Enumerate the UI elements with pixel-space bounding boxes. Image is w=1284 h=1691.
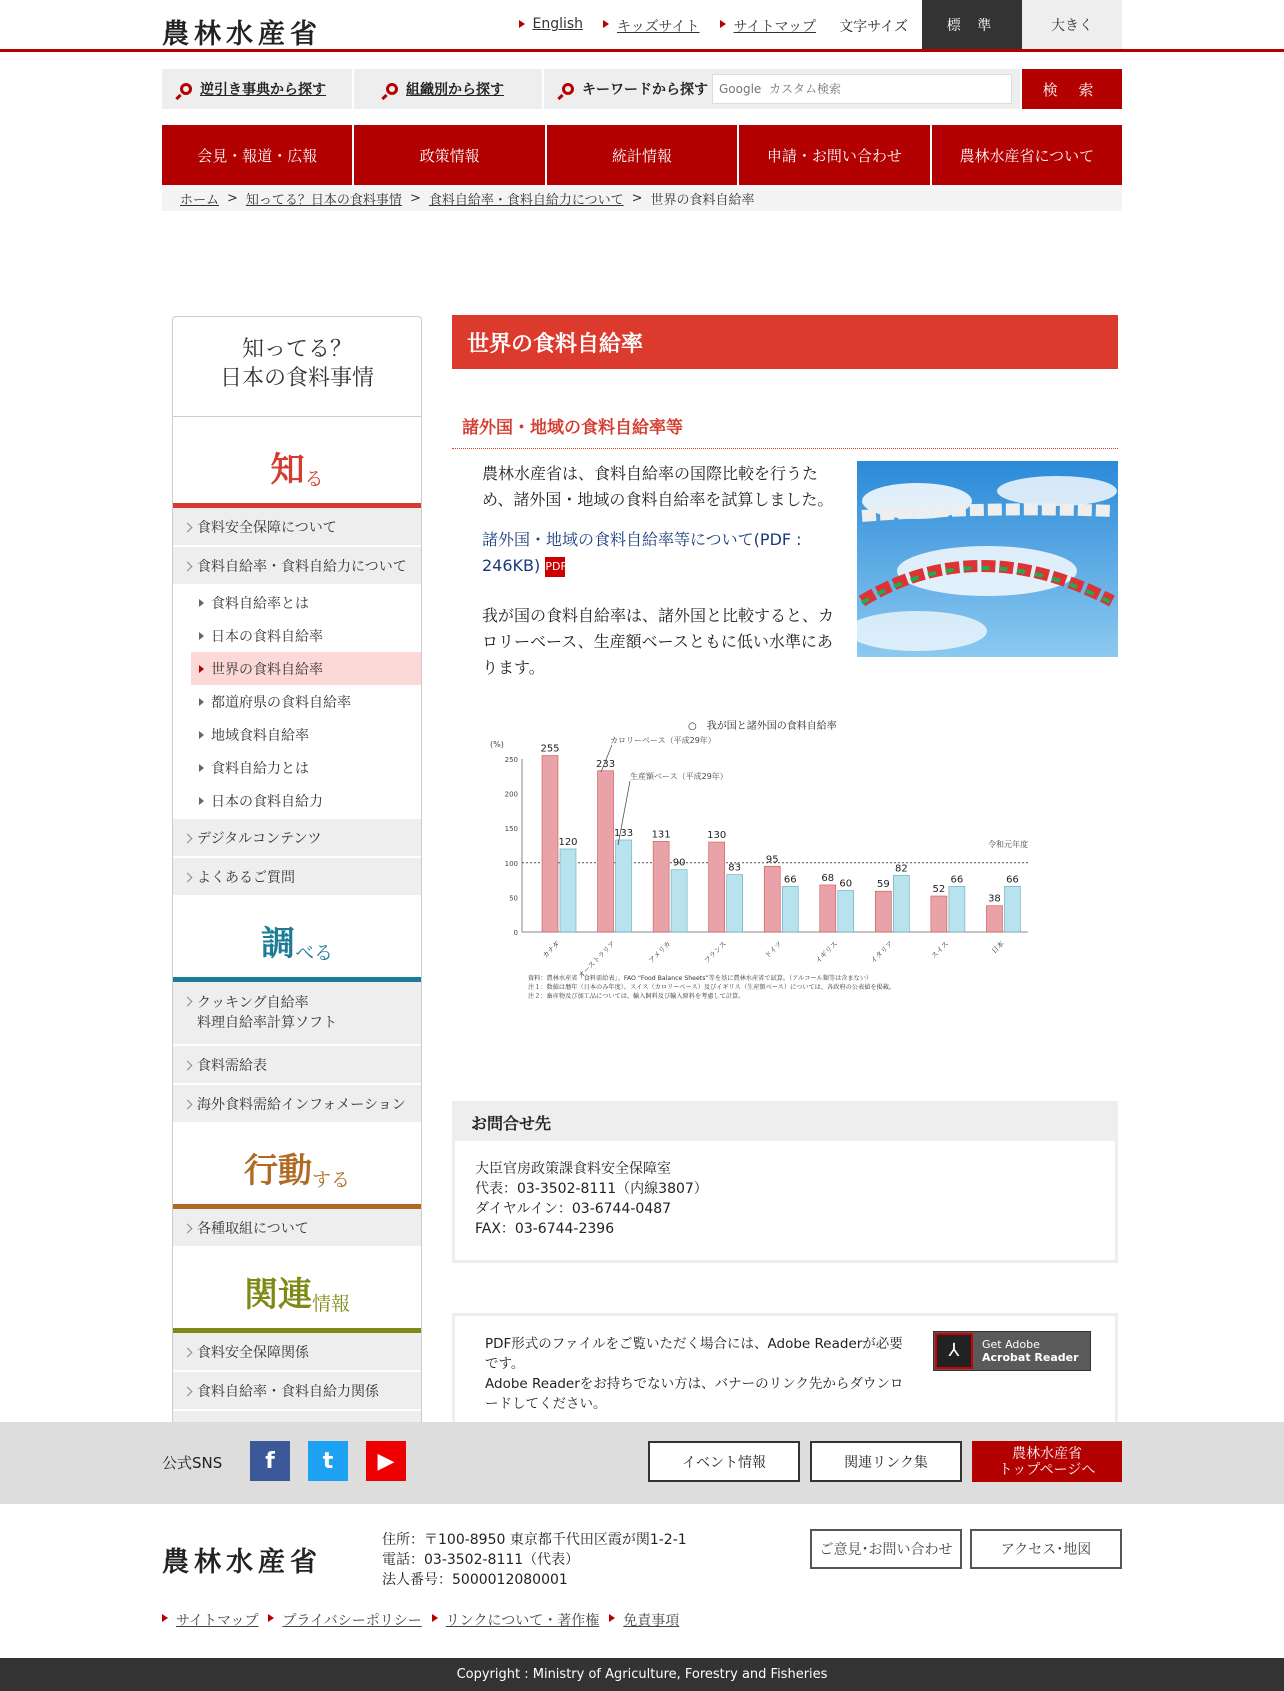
chart-note: 注２：畜産物及び加工品については、輸入飼料及び輸入原料を考慮して計算。 — [528, 993, 745, 1000]
sidebar-title[interactable]: 知ってる？ 日本の食料事情 — [173, 317, 421, 417]
flags-photo — [857, 461, 1118, 657]
breadcrumb-current: 世界の食料自給率 — [650, 192, 755, 208]
youtube-icon[interactable]: ▶ — [366, 1441, 406, 1481]
intro-text — [482, 461, 842, 695]
sidebar-sub-prefecture-rate[interactable]: 都道府県の食料自給率 — [173, 685, 421, 718]
sidebar-item-initiatives[interactable]: 各種取組について — [173, 1209, 421, 1248]
chart-bar — [560, 849, 576, 932]
sidebar-sub-what-is-capacity[interactable]: 食料自給力とは — [173, 751, 421, 784]
footer-corp-number: 法人番号：5000012080001 — [382, 1572, 568, 1588]
sidebar-sub-japan-capacity[interactable]: 日本の食料自給力 — [173, 784, 421, 817]
footer-links — [162, 1610, 679, 1630]
footer-sitemap-link[interactable]: サイトマップ — [162, 1610, 258, 1630]
y-tick-label: 250 — [504, 756, 518, 764]
data-label: 83 — [728, 862, 742, 874]
event-info-button[interactable]: イベント情報 — [648, 1441, 800, 1482]
twitter-icon[interactable]: t — [308, 1441, 348, 1481]
footer-privacy-link[interactable]: プライバシーポリシー — [268, 1610, 421, 1630]
search-input[interactable] — [712, 74, 1012, 104]
font-size-large-button[interactable]: 大きく — [1022, 0, 1122, 49]
sitemap-link[interactable]: サイトマップ — [720, 16, 816, 36]
search-icon — [180, 83, 192, 95]
copyright: Copyright : Ministry of Agriculture, Forestry and Fisheries — [0, 1658, 1284, 1691]
footer-sns-bar — [0, 1422, 1284, 1504]
comparison-paragraph: 我が国の食料自給率は、諸外国と比較すると、カロリーベース、生産額ベースともに低い水準にあります。 — [482, 606, 835, 677]
x-tick-label: ドイツ — [763, 939, 784, 961]
sidebar-item-cooking-rate[interactable]: クッキング自給率 料理自給率計算ソフト — [173, 982, 421, 1046]
data-label: 233 — [596, 758, 616, 770]
contact-fax: FAX：03-6744-2396 — [475, 1221, 615, 1237]
y-tick-label: 100 — [504, 859, 518, 868]
keyword-search: キーワードから探す Google カスタム検索 — [544, 69, 1020, 109]
data-label: 68 — [821, 872, 835, 884]
acrobat-icon: ⅄ — [935, 1333, 973, 1369]
chart-bar — [931, 896, 947, 932]
chart-note: 注１：数値は暦年（日本のみ年度）。スイス（カロリーベース）及びイギリス（生産額ベース）については、各政府の公表値を掲載。 — [528, 984, 896, 991]
chart-bar — [616, 840, 632, 932]
contact-title: お問合せ先 — [455, 1104, 1115, 1141]
top-page-button[interactable]: 農林水産省 トップページへ — [972, 1441, 1122, 1482]
x-tick-label: アメリカ — [647, 939, 673, 965]
breadcrumb-food-situation[interactable]: 知ってる？日本の食料事情 — [245, 192, 402, 208]
footer-address: 住所：〒100-8950 東京都千代田区霞が関1-2-1 — [382, 1532, 687, 1548]
breadcrumb-home[interactable]: ホーム — [180, 192, 220, 208]
sidebar-sub-world-rate[interactable]: 世界の食料自給率 — [191, 652, 421, 685]
sidebar — [172, 316, 422, 1451]
site-logo[interactable]: 農林水産省 — [162, 19, 322, 50]
data-label: 60 — [839, 878, 853, 890]
x-tick-label: イタリア — [869, 939, 895, 966]
chart-bar — [949, 886, 965, 932]
chart-bar — [782, 886, 798, 932]
annotation-fy: 令和元年度 — [988, 840, 1028, 849]
data-label: 82 — [894, 863, 908, 875]
sidebar-sub-regional-rate[interactable]: 地域食料自給率 — [173, 718, 421, 751]
data-label: 255 — [540, 743, 560, 755]
x-tick-label: 日本 — [990, 939, 1006, 956]
data-label: 133 — [614, 827, 634, 839]
y-tick-label: 150 — [504, 825, 518, 834]
section-know: 知 る — [270, 450, 324, 490]
reverse-dictionary-search[interactable]: 逆引き事典から探す — [162, 69, 352, 109]
y-tick-label: 0 — [513, 929, 518, 937]
search-icon — [386, 83, 398, 95]
footer-disclaimer-link[interactable]: 免責事項 — [609, 1610, 679, 1630]
chart-bar — [542, 756, 558, 932]
access-map-button[interactable]: アクセス･地図 — [970, 1529, 1122, 1569]
section-related: 関連 情報 — [243, 1275, 350, 1315]
chart-bar — [671, 870, 687, 932]
y-tick-label: 200 — [504, 790, 518, 799]
footer-logo[interactable]: 農林水産省 — [162, 1547, 322, 1578]
sidebar-sub-what-is-rate[interactable]: 食料自給率とは — [173, 586, 421, 619]
search-button[interactable]: 検 索 — [1022, 69, 1122, 109]
x-tick-label: フランス — [702, 939, 729, 966]
adobe-reader-box — [452, 1313, 1118, 1429]
gnav-about[interactable]: 農林水産省について — [932, 125, 1122, 185]
chart-bar — [764, 866, 780, 932]
y-tick-label: 50 — [509, 894, 518, 903]
chart-bar — [1004, 886, 1020, 932]
section-heading: 諸外国・地域の食料自給率等 — [452, 413, 1118, 449]
data-label: 38 — [988, 893, 1001, 905]
chart-bar — [875, 891, 891, 932]
utility-links — [519, 16, 817, 36]
footer-main — [0, 1504, 1284, 1658]
x-tick-label: スイス — [929, 939, 951, 961]
kids-site-link[interactable]: キッズサイト — [603, 16, 699, 36]
data-label: 66 — [950, 874, 964, 886]
data-label: 130 — [707, 830, 727, 842]
related-links-button[interactable]: 関連リンク集 — [810, 1441, 962, 1482]
self-sufficiency-chart — [488, 717, 1078, 1027]
data-label: 120 — [558, 836, 578, 848]
x-tick-label: カナダ — [541, 939, 562, 961]
intro-paragraph: 農林水産省は、食料自給率の国際比較を行うため、諸外国・地域の食料自給率を試算しました。 — [482, 464, 834, 509]
chart-title: ○ 我が国と諸外国の食料自給率 — [688, 721, 837, 732]
chart-bar — [727, 875, 743, 932]
search-icon — [562, 83, 574, 95]
breadcrumb-self-sufficiency[interactable]: 食料自給率・食料自給力について — [428, 192, 624, 208]
data-label: 95 — [765, 854, 779, 866]
breadcrumb: ホーム > 知ってる？日本の食料事情 > 食料自給率・食料自給力について > 世界の食料自給率 — [162, 185, 1122, 211]
section-search: 調 べる — [260, 924, 333, 964]
chart-bar — [893, 875, 909, 932]
gnav-policy[interactable]: 政策情報 — [354, 125, 544, 185]
font-size-standard-button[interactable]: 標 準 — [922, 0, 1022, 49]
english-link[interactable]: English — [519, 16, 584, 36]
page-title: 世界の食料自給率 — [452, 315, 1118, 369]
sidebar-item-supply-table[interactable]: 食料需給表 — [173, 1046, 421, 1085]
sidebar-item-digital-content[interactable]: デジタルコンテンツ — [173, 819, 421, 858]
footer-copyright-link[interactable]: リンクについて・著作権 — [432, 1610, 599, 1630]
chart-bar — [986, 906, 1002, 932]
contact-main-phone: 代表：03-3502-8111（内線3807） — [475, 1181, 708, 1197]
pdf-link[interactable]: 諸外国・地域の食料自給率等について(PDF : 246KB) — [482, 530, 802, 575]
sidebar-item-food-security[interactable]: 食料安全保障について — [173, 508, 421, 547]
x-tick-label: オーストラリア — [576, 939, 617, 980]
sidebar-item-security-related[interactable]: 食料安全保障関係 — [173, 1333, 421, 1372]
data-label: 66 — [1006, 874, 1019, 886]
pdf-icon[interactable]: PDF — [545, 557, 565, 577]
chart-bar — [838, 890, 854, 932]
chart-note: 資料：農林水産省「食料需給表」、FAO “Food Balance Sheets”等を基に農林水産省で試算。（アルコール類等は含まない） — [528, 975, 873, 982]
gnav-press[interactable]: 会見・報道・広報 — [162, 125, 352, 185]
footer-phone: 電話：03-3502-8111（代表） — [382, 1552, 580, 1568]
contact-direct-phone: ダイヤルイン：03-6744-0487 — [475, 1201, 672, 1217]
data-label: 131 — [651, 829, 671, 841]
legend-production: 生産額ベース（平成29年） — [630, 772, 728, 781]
facebook-icon[interactable]: f — [250, 1441, 290, 1481]
chart-bar — [820, 885, 836, 932]
data-label: 52 — [932, 884, 946, 896]
adobe-reader-banner[interactable]: ⅄ Get Adobe Acrobat Reader — [933, 1331, 1091, 1371]
legend-calorie: カロリーベース（平成29年） — [610, 736, 716, 745]
section-action: 行動 する — [243, 1151, 350, 1191]
chart-bar — [598, 771, 614, 932]
contact-box — [452, 1101, 1118, 1263]
adobe-text-2: Adobe Readerをお持ちでない方は、バナーのリンク先からダウンロードしてください。 — [485, 1376, 904, 1412]
search-bar — [162, 69, 1122, 109]
gnav-application[interactable]: 申請・お問い合わせ — [739, 125, 929, 185]
org-search[interactable]: 組織別から探す — [354, 69, 542, 109]
sidebar-item-overseas-info[interactable]: 海外食料需給インフォメーション — [173, 1085, 421, 1124]
sidebar-item-self-sufficiency[interactable]: 食料自給率・食料自給力について — [173, 547, 421, 586]
x-tick-label: イギリス — [813, 939, 840, 966]
sidebar-sub-japan-rate[interactable]: 日本の食料自給率 — [173, 619, 421, 652]
main-content — [452, 315, 1118, 1412]
font-size-label: 文字サイズ — [839, 19, 908, 35]
y-axis-label: (%) — [490, 740, 504, 749]
data-label: 66 — [783, 874, 797, 886]
adobe-text-1: PDF形式のファイルをご覧いただく場合には、Adobe Readerが必要です。 — [485, 1336, 903, 1372]
sidebar-item-faq[interactable]: よくあるご質問 — [173, 858, 421, 897]
data-label: 59 — [876, 879, 890, 891]
sns-label: 公式SNS — [162, 1454, 223, 1472]
chart-bar — [709, 842, 725, 932]
global-nav — [162, 125, 1122, 185]
chart-bar — [653, 841, 669, 932]
data-label: 90 — [672, 857, 686, 869]
contact-office: 大臣官房政策課食料安全保障室 — [475, 1161, 671, 1177]
gnav-statistics[interactable]: 統計情報 — [547, 125, 737, 185]
sidebar-item-rate-related[interactable]: 食料自給率・食料自給力関係 — [173, 1372, 421, 1411]
opinion-contact-button[interactable]: ご意見･お問い合わせ — [810, 1529, 962, 1569]
